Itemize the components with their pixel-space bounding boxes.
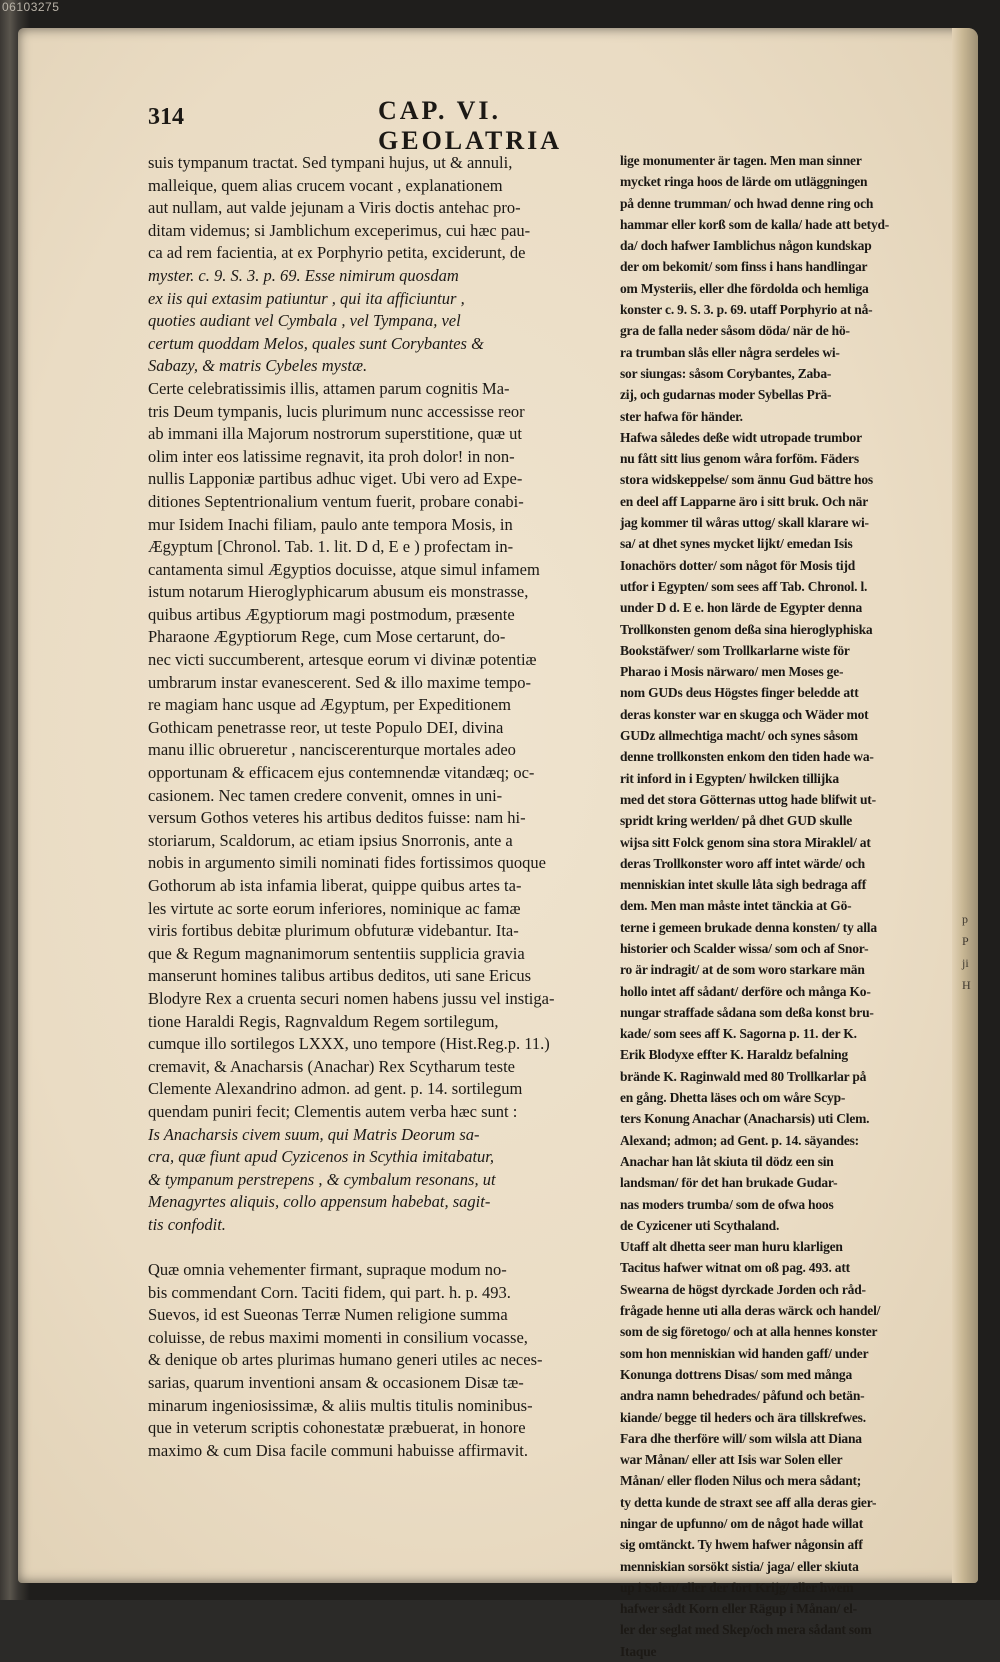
swedish-column	[620, 150, 920, 1662]
latin-line: & denique ob artes plurimas humano generi utiles ac neces-	[148, 1350, 543, 1370]
swedish-line: sor siungas: såsom Corybantes, Zaba-	[620, 365, 832, 381]
latin-line: nullis Lapponiæ partibus adhuc viget. Ubi vero ad Expe-	[148, 469, 523, 489]
latin-line: nobis in argumento simili nominati fides fortissimos quoque	[148, 853, 546, 873]
latin-line: minarum ingeniosissimæ, & aliis multis titulis nominibus-	[148, 1395, 533, 1415]
swedish-line: mycket ringa hoos de lärde om utläggningen	[620, 174, 868, 190]
swedish-line: stora widskeppelse/ som ännu Gud bättre hos	[620, 472, 873, 488]
latin-line: ditiones Septentrionalium ventum fuerit, probare conabi-	[148, 491, 524, 511]
swedish-line: som hon menniskian wid handen gaff/ under	[620, 1345, 869, 1361]
swedish-line: Itaque	[620, 1643, 657, 1659]
swedish-line: nungar straffade sådana som deßa konst bru-	[620, 1004, 874, 1020]
edge-letter: p	[962, 912, 968, 926]
latin-line: les virtute ac sorte eorum inferiores, nominique ac famæ	[148, 898, 521, 918]
swedish-line: konster c. 9. S. 3. p. 69. utaff Porphyrio at nå-	[620, 302, 873, 318]
swedish-line: terne i gemeen brukade denna konsten/ ty alla	[620, 919, 877, 935]
latin-line: aut nullam, aut valde jejunam a Viris doctis antehac pro-	[148, 198, 521, 218]
swedish-line: landsman/ för det han brukade Gudar-	[620, 1175, 838, 1191]
latin-line: casionem. Nec tamen credere convenit, omnes in uni-	[148, 785, 503, 805]
latin-line: que & Regum magnanimorum sententiis supplicia gravia	[148, 943, 525, 963]
latin-line: opportunam & efficacem ejus contemnendæ vitandæq; oc-	[148, 763, 535, 783]
latin-line: Menagyrtes aliquis, collo appensum habebat, sagit-	[148, 1192, 491, 1212]
swedish-line: sa/ at dhet synes mycket lijkt/ emedan Isis	[620, 536, 853, 552]
running-head: CAP. VI. GEOLATRIA	[378, 96, 562, 155]
swedish-line: rit inford in i Egypten/ hwilcken tillijka	[620, 770, 839, 786]
swedish-line: Pharao i Mosis närwaro/ men Moses ge-	[620, 664, 844, 680]
swedish-line: historier och Scalder wissa/ som och af Snor-	[620, 940, 869, 956]
latin-line: coluisse, de rebus maximi momenti in consilium vocasse,	[148, 1327, 528, 1347]
latin-column	[148, 152, 608, 1462]
latin-line: cumque illo sortilegos LXXX, uno tempore (Hist.Reg.p. 11.)	[148, 1034, 550, 1054]
latin-line: tris Deum tympanis, lucis plurimum nunc accessisse reor	[148, 401, 525, 421]
swedish-line: ler der seglat med Skep/och mera sådant som	[620, 1622, 872, 1638]
swedish-line: Månan/ eller floden Nilus och mera sådant;	[620, 1473, 862, 1489]
latin-line: umbrarum instar evanescerent. Sed & illo maxime tempo-	[148, 672, 532, 692]
swedish-line: Hafwa således deße widt utropade trumbor	[620, 429, 862, 445]
swedish-line: kade/ som sees aff K. Sagorna p. 11. der K.	[620, 1026, 857, 1042]
latin-line: quendam puniri fecit; Clementis autem verba hæc sunt :	[148, 1101, 518, 1121]
latin-line: ca ad rem facientia, at ex Porphyrio petita, exciderunt, de	[148, 243, 526, 263]
swedish-line: deras Trollkonster woro aff intet wärde/ och	[620, 855, 865, 871]
swedish-line: Bookstäfwer/ som Trollkarlarne wiste för	[620, 642, 850, 658]
latin-line: ex iis qui extasim patiuntur , qui ita afficiuntur ,	[148, 288, 465, 308]
swedish-line: Erik Blodyxe effter K. Haraldz befalning	[620, 1047, 848, 1063]
latin-line: quibus artibus Ægyptiorum magi postmodum, præsente	[148, 604, 515, 624]
latin-line: nec victi succumberent, artesque eorum vi divinæ potentiæ	[148, 650, 537, 670]
latin-line: maximo & cum Disa facile communi habuisse affirmavit.	[148, 1440, 529, 1460]
swedish-line: jag kommer til wåras uttog/ skall klarare wi-	[620, 515, 869, 531]
swedish-line: nu fått sitt lius genom wåra forföm. Fäders	[620, 451, 859, 467]
latin-line	[148, 1237, 608, 1260]
latin-line: olim inter eos latissime regnavit, ita proh dolor! in non-	[148, 446, 515, 466]
page-header	[148, 96, 688, 155]
swedish-line: Alexand; admon; ad Gent. p. 14. säyandes:	[620, 1132, 859, 1148]
latin-line: re magiam hanc usque ad Ægyptum, per Expeditionem	[148, 695, 511, 715]
latin-line: & tympanum perstrepens , & cymbalum resonans, ut	[148, 1169, 496, 1189]
swedish-line: ty detta kunde de straxt see aff alla deras gier-	[620, 1494, 877, 1510]
swedish-line: en gång. Dhetta läses och om wåre Scyp-	[620, 1090, 846, 1106]
swedish-line: utfor i Egypten/ som sees aff Tab. Chronol. l.	[620, 578, 868, 594]
swedish-line: ro är indragit/ at de som woro starkare män	[620, 962, 865, 978]
swedish-line: Swearna de högst dyrckade Jorden och råd-	[620, 1281, 866, 1297]
page-gutter	[952, 28, 978, 1583]
latin-line: tis confodit.	[148, 1214, 226, 1234]
swedish-line: kiande/ begge til heders och ära tillskrefwes.	[620, 1409, 866, 1425]
latin-line: Pharaone Ægyptiorum Rege, cum Mose certarunt, do-	[148, 627, 506, 647]
swedish-line: ningar de upfunno/ om de något hade willat	[620, 1516, 864, 1531]
latin-line: versum Gothos veteres his artibus deditos fuisse: nam hi-	[148, 808, 526, 828]
swedish-line: menniskian sorsökt sistia/ jaga/ eller skiuta	[620, 1558, 859, 1574]
swedish-line: da/ doch hafwer Iamblichus någon kundskap	[620, 238, 872, 254]
edge-letter: ji	[962, 956, 969, 970]
latin-line: manserunt homines talibus artibus deditos, uti sane Ericus	[148, 966, 532, 986]
latin-line: malleique, quem alias crucem vocant , explanationem	[148, 175, 503, 195]
latin-line: cantamenta simul Ægyptios docuisse, atque simul infamem	[148, 559, 540, 579]
swedish-line: war Månan/ eller att Isis war Solen eller	[620, 1452, 843, 1468]
swedish-line: Utaff alt dhetta seer man huru klarligen	[620, 1239, 843, 1255]
latin-line: cra, quæ fiunt apud Cyzicenos in Scythia imitabatur,	[148, 1147, 495, 1167]
swedish-line: gra de falla neder såsom döda/ när de hö-	[620, 323, 850, 339]
swedish-line: der om bekomit/ som finss i hans handlingar	[620, 259, 868, 275]
swedish-line: menniskian intet skulle låta sigh bedraga aff	[620, 877, 867, 893]
swedish-line: spridt kring werlden/ på dhet GUD skulle	[620, 813, 853, 829]
latin-line: ditam videmus; si Jamblichum exceperimus, cui hæc pau-	[148, 220, 531, 240]
latin-line: Is Anacharsis civem suum, qui Matris Deorum sa-	[148, 1124, 480, 1144]
latin-line: Ægyptum [Chronol. Tab. 1. lit. D d, E e ) profectam in-	[148, 537, 514, 557]
latin-line: bis commendant Corn. Taciti fidem, qui part. h. p. 493.	[148, 1282, 511, 1302]
latin-line: Blodyre Rex a cruenta securi nomen habens jussu vel instiga-	[148, 988, 555, 1008]
swedish-line: Fara dhe therföre will/ som wilsla att Diana	[620, 1430, 862, 1446]
latin-line: quoties audiant vel Cymbala , vel Tympana, vel	[148, 311, 461, 331]
latin-line: Clemente Alexandrino admon. ad gent. p. 14. sortilegum	[148, 1079, 523, 1099]
swedish-line: nom GUDs deus Högstes finger beledde att	[620, 685, 859, 701]
swedish-line: ters Konung Anachar (Anacharsis) uti Clem.	[620, 1111, 870, 1127]
latin-line: Sabazy, & matris Cybeles mystæ.	[148, 356, 368, 376]
latin-line: sarias, quarum inventioni ansam & occasionem Disæ tæ-	[148, 1373, 524, 1393]
catalog-id: 06103275	[2, 0, 60, 14]
swedish-line: nas moders trumba/ som de ofwa hoos	[620, 1196, 834, 1212]
latin-line: Suevos, id est Sueonas Terræ Numen religione summa	[148, 1305, 508, 1325]
latin-line: cremavit, & Anacharsis (Anachar) Rex Scytharum teste	[148, 1056, 515, 1076]
latin-line: Gothicam penetrasse reor, ut teste Populo DEI, divina	[148, 717, 504, 737]
latin-line: istum notarum Hieroglyphicarum abusum eis monstrasse,	[148, 582, 529, 602]
swedish-line: hammar eller korß som de kalla/ hade att betyd-	[620, 216, 890, 232]
latin-line: Gothorum ab ista infamia liberat, quippe quibus artes ta-	[148, 876, 522, 895]
swedish-line: på denne trumman/ och hwad denne ring och	[620, 195, 874, 211]
latin-line: suis tympanum tractat. Sed tympani hujus, ut & annuli,	[148, 153, 513, 172]
swedish-line: frågade henne uti alla deras wärck och handel/	[620, 1303, 881, 1319]
swedish-line: dem. Men man måste intet tänckia at Gö-	[620, 898, 852, 914]
latin-line: que in veterum scriptis cohonestatæ præbuerat, in honore	[148, 1418, 526, 1438]
next-page-edge-text	[962, 908, 976, 996]
swedish-line: sig omtänckt. Ty hwem hafwer någonsin aff	[620, 1537, 863, 1553]
swedish-line: hollo intet aff sådant/ derföre och många Ko-	[620, 983, 871, 999]
latin-line: manu illic obrueretur , nanciscerenturque mortales adeo	[148, 740, 516, 760]
swedish-line: ra trumban slås eller några serdeles wi-	[620, 344, 840, 360]
swedish-line: GUDz allmechtiga macht/ och synes såsom	[620, 728, 858, 744]
latin-line: myster. c. 9. S. 3. p. 69. Esse nimirum quosdam	[148, 265, 459, 285]
swedish-line: deras konster war en skugga och Wäder mot	[620, 706, 869, 722]
swedish-line: lige monumenter är tagen. Men man sinner	[620, 153, 862, 168]
swedish-line: andra namn behedrades/ påfund och betän-	[620, 1388, 865, 1404]
swedish-line: om Mysteriis, eller dhe fördolda och hemliga	[620, 280, 869, 296]
swedish-line: en deel aff Lapparne äro i sitt bruk. Och när	[620, 493, 869, 509]
swedish-line: up i Solen/ eller der fört Krijg/ eller hwem	[620, 1579, 854, 1595]
swedish-line: wijsa sitt Folck genom sina stora Miraklel/ at	[620, 834, 871, 850]
latin-line: Quæ omnia vehementer firmant, supraque modum no-	[148, 1260, 507, 1280]
swedish-line: som de sig företogo/ och at alla hennes konster	[620, 1324, 878, 1340]
latin-line: certum quoddam Melos, quales sunt Corybantes &	[148, 333, 484, 353]
swedish-line: Trollkonsten genom deßa sina hieroglyphiska	[620, 621, 873, 637]
edge-letter: P	[962, 934, 969, 948]
swedish-line: Anachar han låt skiuta til dödz een sin	[620, 1153, 834, 1169]
swedish-line: med det stora Götternas uttog hade blifwit ut-	[620, 791, 876, 807]
latin-line: ab immani illa Majorum nostrorum superstitione, quæ ut	[148, 424, 522, 444]
swedish-line: zij, och gudarnas moder Sybellas Prä-	[620, 387, 832, 403]
page-number: 314	[148, 104, 184, 130]
swedish-line: brände K. Raginwald med 80 Trollkarlar på	[620, 1068, 867, 1084]
swedish-line: de Cyzicener uti Scythaland.	[620, 1217, 780, 1233]
latin-line: viris fortibus debitæ plurimum obfuturæ videbantur. Ita-	[148, 921, 519, 941]
latin-line: tione Haraldi Regis, Ragnvaldum Regem sortilegum,	[148, 1011, 499, 1031]
swedish-line: Ionachörs dotter/ som något för Mosis tijd	[620, 557, 856, 573]
swedish-line: Konunga dottrens Disas/ som med många	[620, 1366, 853, 1382]
swedish-line: Tacitus hafwer witnat om oß pag. 493. att	[620, 1260, 850, 1276]
swedish-line: hafwer sådt Korn eller Rägup i Månan/ el-	[620, 1601, 857, 1617]
swedish-line: under D d. E e. hon lärde de Egypter denna	[620, 600, 863, 616]
edge-letter: H	[962, 978, 971, 992]
latin-line: Certe celebratissimis illis, attamen parum cognitis Ma-	[148, 378, 510, 398]
latin-line: storiarum, Scaldorum, ac etiam ipsius Snorronis, ante a	[148, 830, 513, 850]
latin-line: mur Isidem Inachi filiam, paulo ante tempora Mosis, in	[148, 514, 513, 534]
swedish-line: denne trollkonsten enkom den tiden hade wa-	[620, 749, 874, 765]
swedish-line: ster hafwa för händer.	[620, 408, 743, 424]
